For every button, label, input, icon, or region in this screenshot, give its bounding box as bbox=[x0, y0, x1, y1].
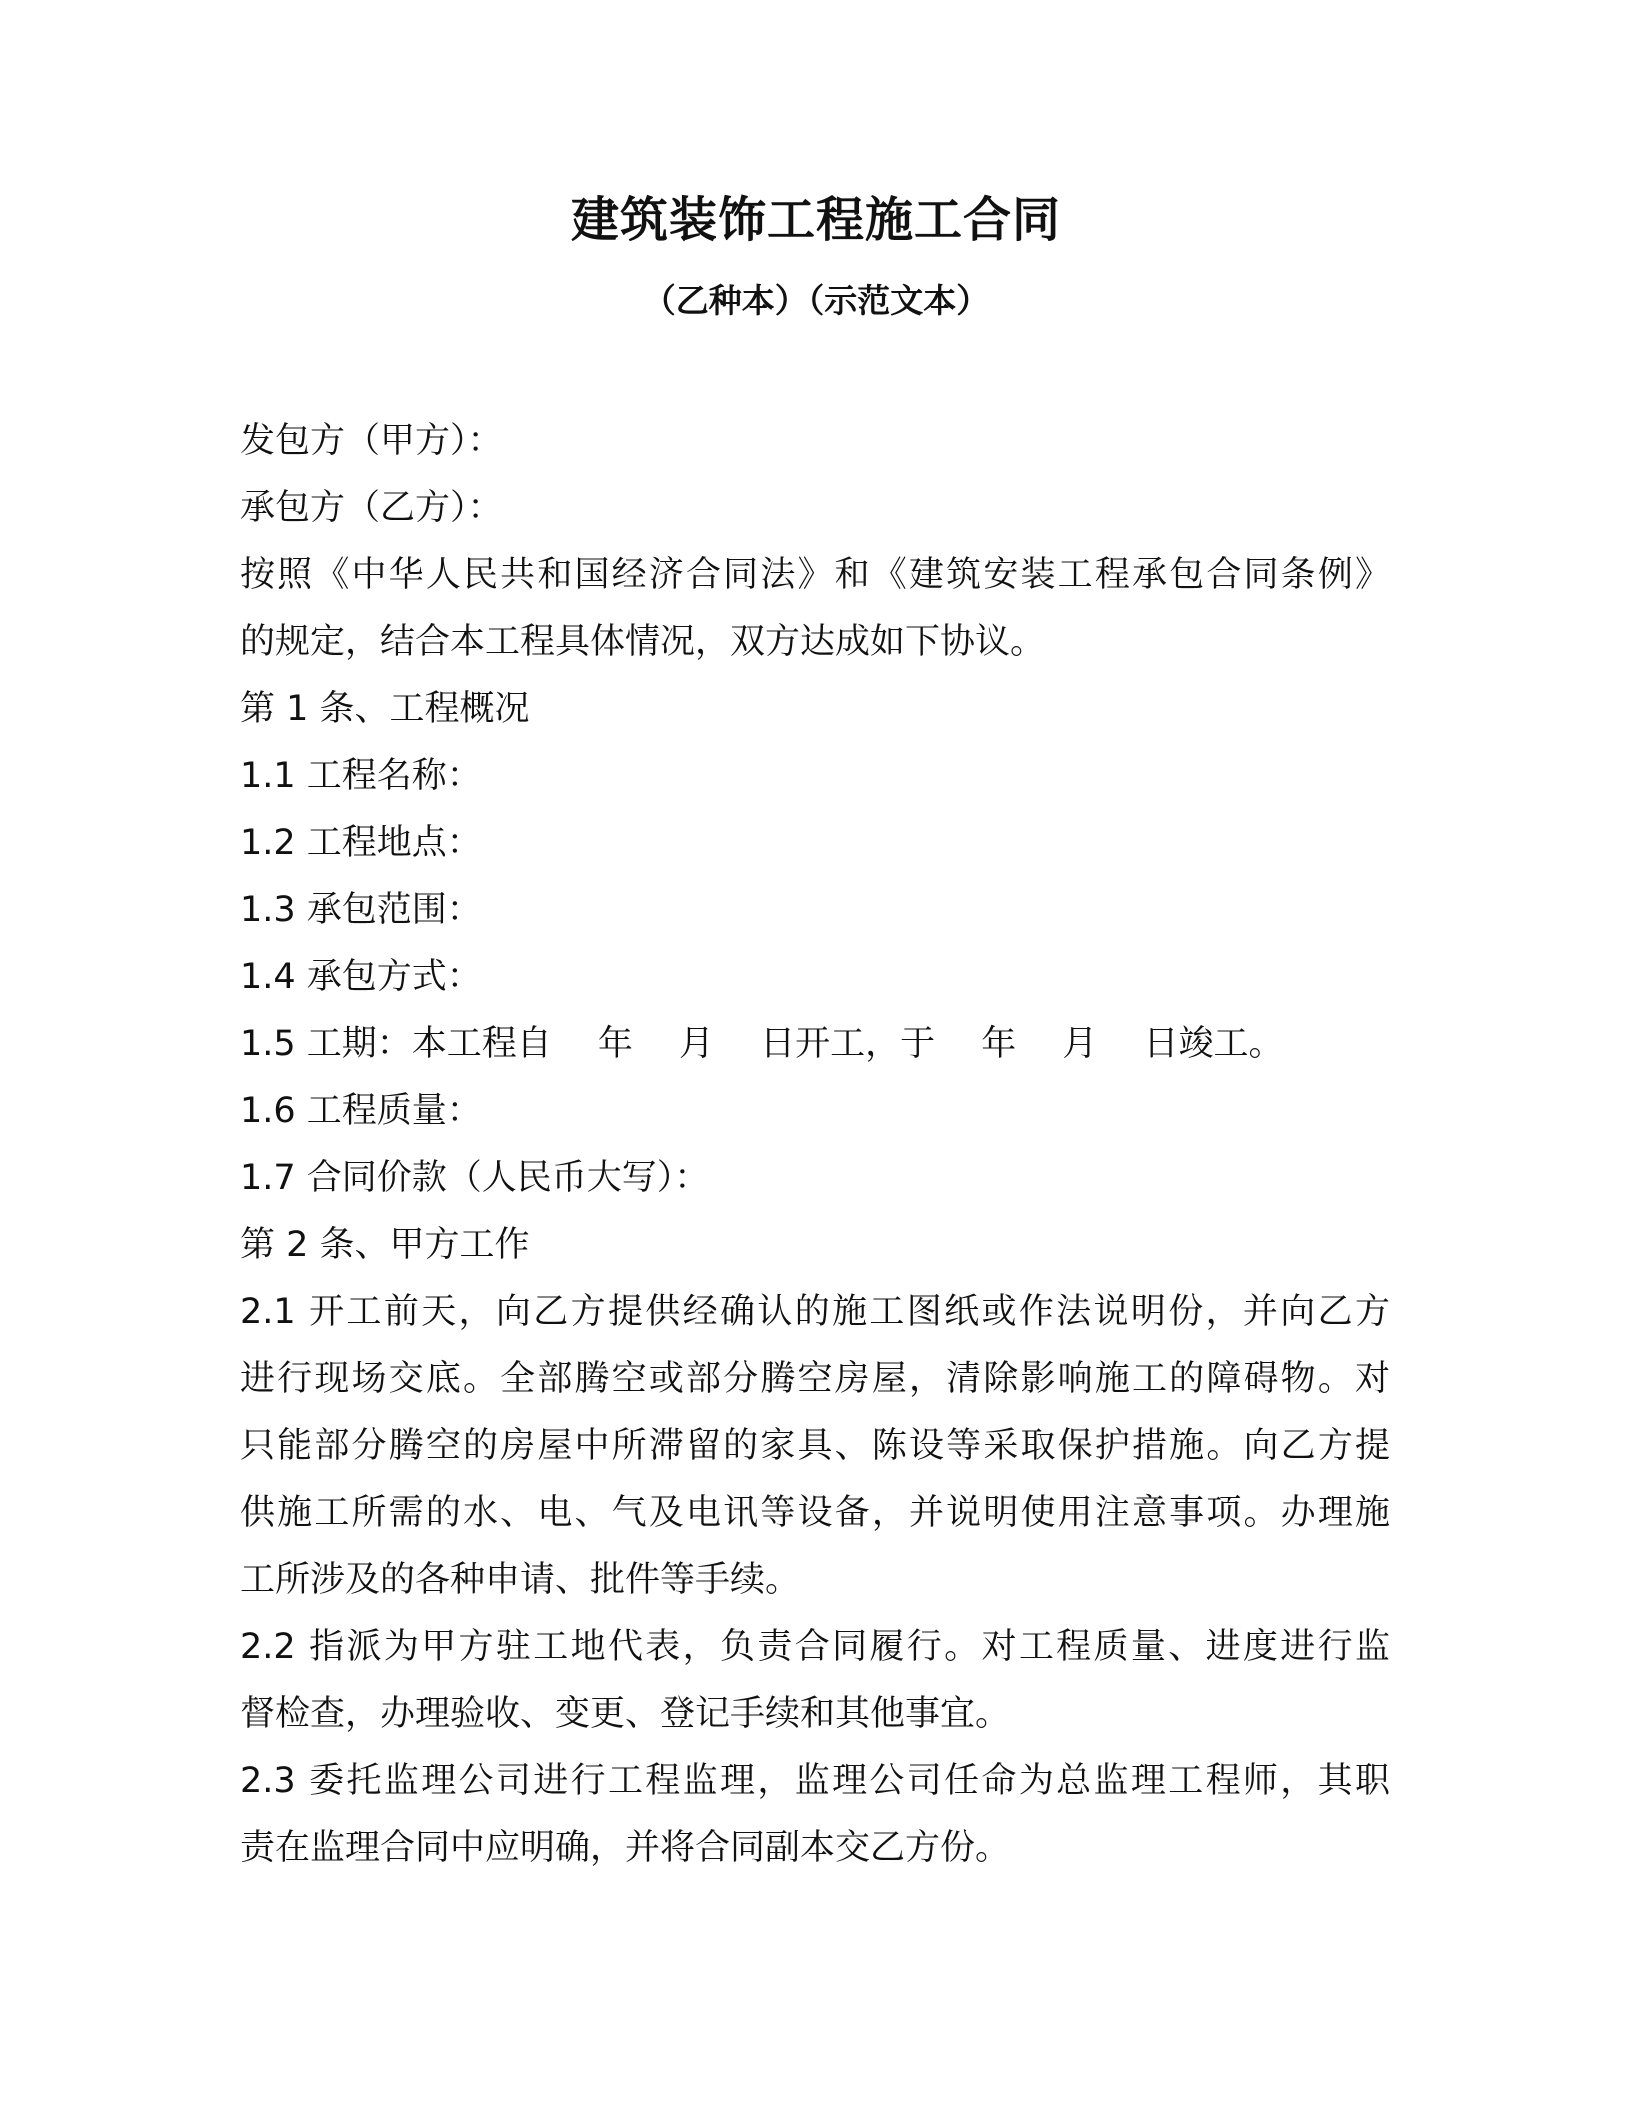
preamble-paragraph bbox=[240, 542, 1390, 676]
party-a-line: 发包方（甲方）： bbox=[240, 421, 503, 461]
article-1-heading: 第 1 条、工程概况 bbox=[240, 689, 530, 729]
clause-2-3-paragraph bbox=[240, 1748, 1390, 1882]
party-b-line: 承包方（乙方）： bbox=[240, 488, 503, 528]
clause-2-1-line: 只能部分腾空的房屋中所滞留的家具、陈设等采取保护措施。向乙方提 bbox=[240, 1426, 1390, 1466]
preamble-line: 的规定，结合本工程具体情况，双方达成如下协议。 bbox=[240, 622, 1046, 662]
article-1-item-scope: 1.3 承包范围： bbox=[240, 890, 482, 930]
clause-2-1-line: 2.1 开工前天，向乙方提供经确认的施工图纸或作法说明份，并向乙方 bbox=[240, 1292, 1390, 1332]
clause-2-3-line: 责在监理合同中应明确，并将合同副本交乙方份。 bbox=[240, 1828, 1011, 1868]
document-subtitle: （乙种本）（示范文本） bbox=[642, 281, 990, 320]
article-1-item-quality: 1.6 工程质量： bbox=[240, 1091, 482, 1131]
article-1-item-duration: 1.5 工期：本工程自 年 月 日开工，于 年 月 日竣工。 bbox=[240, 1024, 1284, 1064]
article-1-item-project-location: 1.2 工程地点： bbox=[240, 823, 482, 863]
clause-2-3-line: 2.3 委托监理公司进行工程监理，监理公司任命为总监理工程师，其职 bbox=[240, 1761, 1390, 1801]
article-1-item-project-name: 1.1 工程名称： bbox=[240, 756, 482, 796]
document-body bbox=[240, 408, 1390, 1882]
article-2-heading: 第 2 条、甲方工作 bbox=[240, 1225, 530, 1265]
clause-2-2-paragraph bbox=[240, 1614, 1390, 1748]
clause-2-1-line: 供施工所需的水、电、气及电讯等设备，并说明使用注意事项。办理施 bbox=[240, 1493, 1390, 1533]
preamble-line: 按照《中华人民共和国经济合同法》和《建筑安装工程承包合同条例》 bbox=[240, 555, 1390, 595]
clause-2-2-line: 督检查，办理验收、变更、登记手续和其他事宜。 bbox=[240, 1694, 1011, 1734]
clause-2-1-line: 工所涉及的各种申请、批件等手续。 bbox=[240, 1560, 801, 1600]
article-1-item-price: 1.7 合同价款（人民币大写）： bbox=[240, 1158, 710, 1198]
article-1-item-method: 1.4 承包方式： bbox=[240, 957, 482, 997]
clause-2-1-line: 进行现场交底。全部腾空或部分腾空房屋，清除影响施工的障碍物。对 bbox=[240, 1359, 1390, 1399]
document-title: 建筑装饰工程施工合同 bbox=[570, 192, 1061, 248]
clause-2-2-line: 2.2 指派为甲方驻工地代表，负责合同履行。对工程质量、进度进行监 bbox=[240, 1627, 1390, 1667]
clause-2-1-paragraph bbox=[240, 1279, 1390, 1614]
